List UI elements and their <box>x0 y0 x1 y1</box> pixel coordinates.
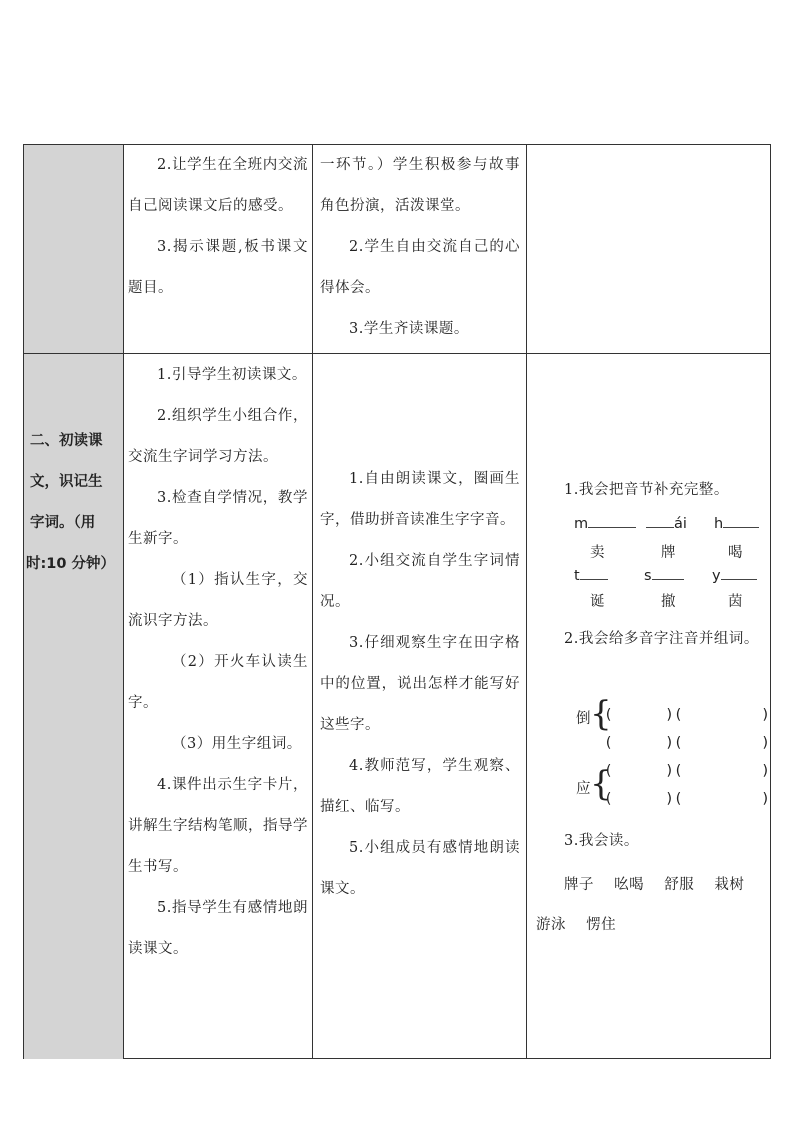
pinyin-blank: s <box>644 565 684 584</box>
answer-blanks: ( )( ) <box>604 763 770 779</box>
stage-title-line: 二、初读课 <box>30 433 103 449</box>
character: 诞 <box>590 594 605 610</box>
student-activity-row1 <box>320 145 520 350</box>
brace: { <box>590 694 612 734</box>
stage-title <box>24 421 123 585</box>
question-1: 1.我会把音节补充完整。 <box>564 482 729 498</box>
stage-cell-row1 <box>24 145 123 353</box>
lesson-plan-table <box>23 144 771 1059</box>
brace: { <box>590 764 612 804</box>
student-paragraph: 一环节。）学生积极参与故事角色扮演，活泼课堂。 <box>320 157 520 214</box>
stage-title-line: 时:10 分钟） <box>26 556 116 572</box>
pinyin-blank: t <box>574 565 608 584</box>
teacher-activity-row1 <box>128 145 308 309</box>
teacher-paragraph: 1.引导学生初读课文。 <box>157 367 307 383</box>
student-paragraph: 3.仔细观察生字在田字格中的位置，说出怎样才能写好这些字。 <box>320 635 520 733</box>
question-2: 2.我会给多音字注音并组词。 <box>564 631 759 647</box>
character: 卖 <box>590 545 605 561</box>
word-list: 牌子 吆喝 舒服 栽树 <box>564 877 745 893</box>
teacher-paragraph: （3）用生字组词。 <box>172 736 302 752</box>
pinyin-blank: h <box>714 513 759 532</box>
character: 撤 <box>661 594 676 610</box>
polyphone-char: 应 <box>576 781 591 797</box>
teacher-paragraph: （2）开火车认读生字。 <box>128 654 308 711</box>
pinyin-blank: ái <box>646 513 687 532</box>
character: 茵 <box>728 594 743 610</box>
teacher-paragraph: 3.揭示课题,板书课文题目。 <box>128 239 308 296</box>
teacher-paragraph: 2.让学生在全班内交流自己阅读课文后的感受。 <box>128 157 308 214</box>
student-paragraph: 2.学生自由交流自己的心得体会。 <box>320 239 520 296</box>
pinyin-blank: y <box>712 565 757 584</box>
student-paragraph: 5.小组成员有感情地朗读 课文。 <box>320 840 535 897</box>
student-paragraph: 3.学生齐读课题。 <box>349 321 469 337</box>
student-paragraph: 1.自由朗读课文，圈画生字，借助拼音读准生字字音。 <box>320 471 520 528</box>
answer-blanks: ( )( ) <box>604 791 770 807</box>
polyphone-char: 倒 <box>576 711 591 727</box>
student-paragraph: 2.小组交流自学生字词情况。 <box>320 553 520 610</box>
row-divider <box>24 353 770 354</box>
word-list: 游泳 愣住 <box>536 917 617 933</box>
teacher-paragraph: （1）指认生字，交流识字方法。 <box>128 572 308 629</box>
column-divider <box>123 145 124 1058</box>
teacher-activity-row2 <box>128 355 308 970</box>
question-3: 3.我会读。 <box>564 833 639 849</box>
pinyin-blank: m <box>574 513 636 532</box>
student-activity-row2 <box>320 459 535 910</box>
column-divider <box>526 145 527 1058</box>
column-divider <box>312 145 313 1058</box>
answer-blanks: ( )( ) <box>604 735 770 751</box>
stage-title-line: 文，识记生 <box>30 474 103 490</box>
answer-blanks: ( )( ) <box>604 707 770 723</box>
character: 喝 <box>728 545 743 561</box>
student-paragraph: 4.教师范写，学生观察、描红、临写。 <box>320 758 520 815</box>
stage-title-line: 字词。（用 <box>30 515 96 531</box>
teacher-paragraph: 3.检查自学情况，教学生新字。 <box>128 490 308 547</box>
teacher-paragraph: 2.组织学生小组合作，交流生字词学习方法。 <box>128 408 308 465</box>
teacher-paragraph: 4.课件出示生字卡片，讲解生字结构笔顺，指导学生书写。 <box>128 777 308 875</box>
character: 牌 <box>661 545 676 561</box>
teacher-paragraph: 5.指导学生有感情地朗读课文。 <box>128 900 308 957</box>
